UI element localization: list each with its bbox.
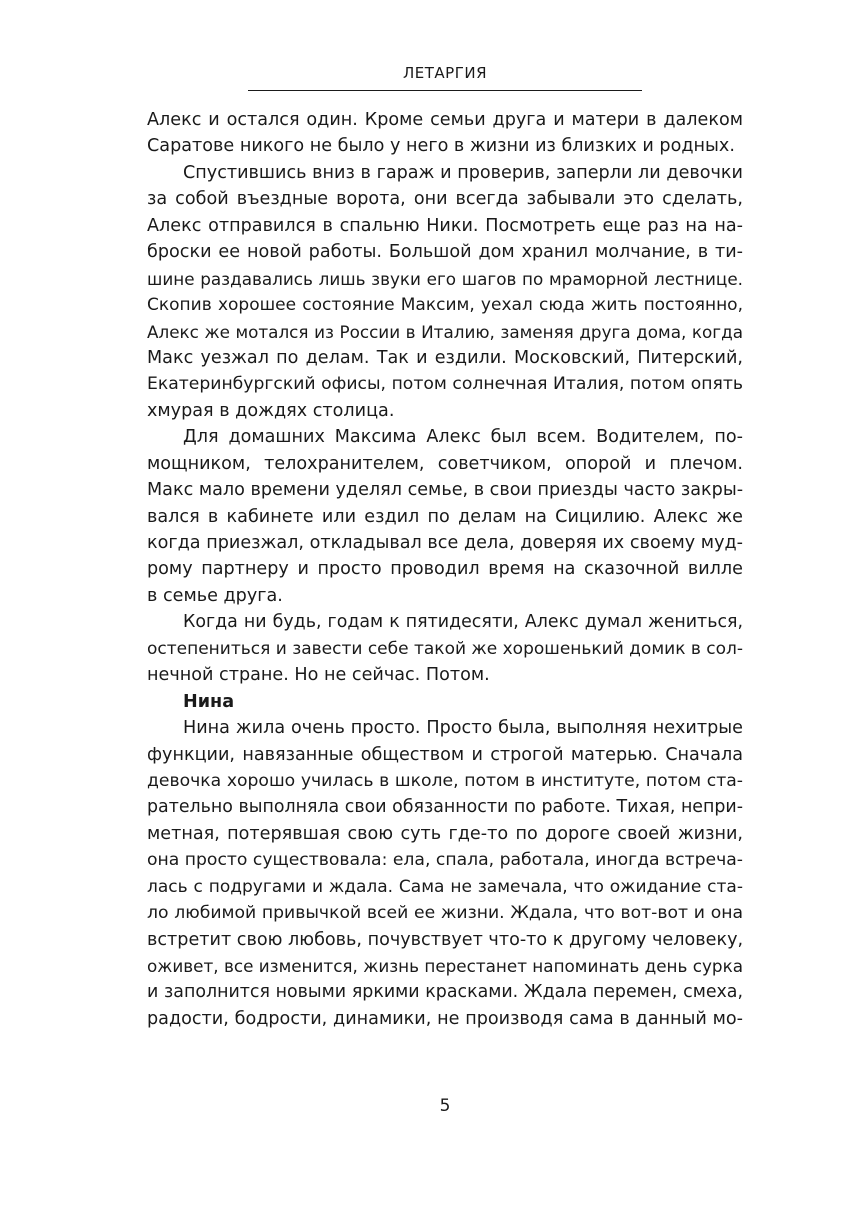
text-line: Когда ни будь, годам к пятидесяти, Алекс думал жениться, (183, 612, 743, 633)
text-line: хмурая в дождях столица. (147, 400, 395, 421)
text-line: девочка хорошо училась в школе, потом в институте, потом ста- (147, 770, 743, 791)
text-line: и заполнится новыми яркими красками. Ждала перемен, смеха, (147, 982, 743, 1003)
text-line: Макс уезжал по делам. Так и ездили. Московский, Питерский, (147, 347, 743, 368)
text-line: остепениться и завести себе такой же хорошенький домик в сол- (147, 638, 744, 659)
text-line: Алекс отправился в спальню Ники. Посмотреть еще раз на на- (147, 215, 743, 236)
text-line: Саратове никого не было у него в жизни из близких и родных. (147, 136, 735, 157)
text-line: радости, бодрости, динамики, не производя сама в данный мо- (147, 1008, 743, 1029)
running-title: ЛЕТАРГИЯ (402, 64, 488, 82)
text-line: нечной стране. Но не сейчас. Потом. (147, 665, 490, 686)
text-line: Нина жила очень просто. Просто была, выполняя нехитрые (183, 718, 743, 739)
text-line: когда приезжал, откладывал все дела, доверяя их своему муд- (147, 533, 743, 553)
text-line: встретит свою любовь, почувствует что-то к другому человеку, (147, 929, 744, 950)
text-line: Для домашних Максима Алекс был всем. Водителем, по- (183, 427, 743, 448)
text-line: рательно выполняла свои обязанности по работе. Тихая, непри- (147, 797, 743, 818)
text-line: броски ее новой работы. Большой дом хранил молчание, в ти- (147, 242, 743, 263)
text-line: ло любимой привычкой всей ее жизни. Ждала, что вот-вот и она (147, 903, 743, 924)
text-line: Екатеринбургский офисы, потом солнечная Италия, потом опять (147, 374, 743, 395)
text-line: Скопив хорошее состояние Максим, уехал сюда жить постоянно, (147, 295, 743, 316)
text-line: она просто существовала: ела, спала, работала, иногда встреча- (147, 850, 743, 871)
header-rule (248, 90, 642, 91)
text-line: Макс мало времени уделял семье, в свои приезды часто закры- (147, 480, 744, 501)
text-line: метная, потерявшая свою суть где-то по дороге своей жизни, (147, 823, 743, 844)
text-line: оживет, все изменится, жизнь перестанет напоминать день сурка (147, 956, 743, 976)
text-line: функции, навязанные обществом и строгой матерью. Сначала (147, 744, 743, 765)
text-line: Спустившись вниз в гараж и проверив, заперли ли девочки (183, 162, 743, 183)
text-line: в семье друга. (147, 585, 283, 606)
text-line: мощником, телохранителем, советчиком, опорой и плечом. (147, 453, 743, 474)
section-heading: Нина (183, 691, 235, 712)
text-line: за собой въездные ворота, они всегда забывали это сделать, (147, 189, 743, 210)
text-line: вался в кабинете или ездил по делам на Сицилию. Алекс же (147, 506, 743, 527)
text-line: Алекс же мотался из России в Италию, заменяя друга дома, когда (147, 321, 743, 342)
page-number: 5 (439, 1096, 451, 1116)
text-line: рому партнеру и просто проводил время на сказочной вилле (147, 559, 743, 580)
text-line: лась с подругами и ждала. Сама не замечала, что ожидание ста- (147, 876, 743, 897)
text-line: шине раздавались лишь звуки его шагов по мраморной лестнице. (147, 268, 743, 289)
body-text (147, 107, 743, 1032)
text-line: Алекс и остался один. Кроме семьи друга и матери в далеком (147, 110, 743, 130)
